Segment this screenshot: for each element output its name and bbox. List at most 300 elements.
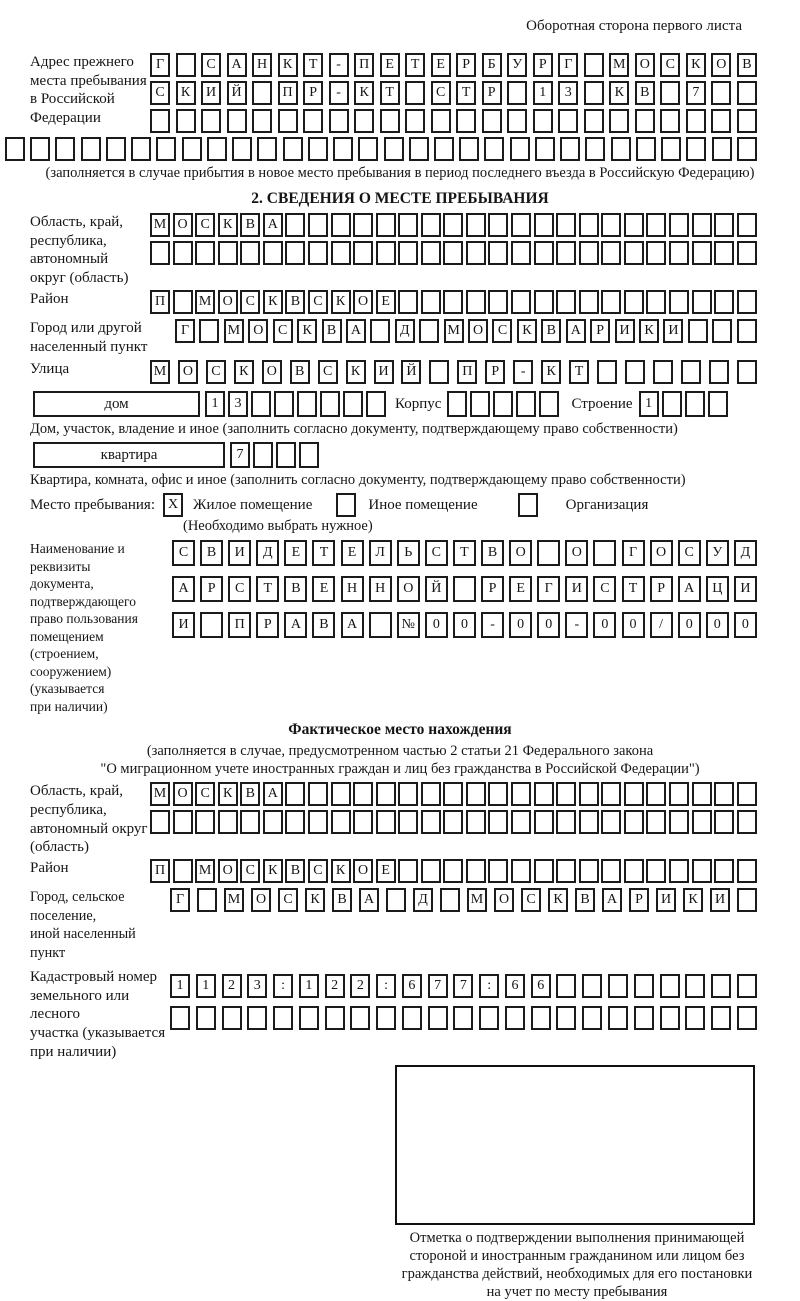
char-cell[interactable]: С: [240, 290, 260, 314]
char-cell[interactable]: [601, 241, 621, 265]
char-cell[interactable]: Б: [482, 53, 502, 77]
char-cell[interactable]: [579, 241, 599, 265]
char-cell[interactable]: [55, 137, 75, 161]
char-cell[interactable]: [584, 81, 604, 105]
char-cell[interactable]: Л: [369, 540, 392, 566]
char-cell[interactable]: [708, 391, 728, 417]
char-cell[interactable]: [646, 213, 666, 237]
char-cell[interactable]: [443, 859, 463, 883]
char-cell[interactable]: [714, 290, 734, 314]
char-cell[interactable]: П: [150, 859, 170, 883]
char-cell[interactable]: 1: [205, 391, 225, 417]
char-cell[interactable]: [688, 319, 708, 343]
char-cell[interactable]: [440, 888, 460, 912]
char-cell[interactable]: [253, 442, 273, 468]
char-cell[interactable]: [711, 1006, 731, 1030]
char-cell[interactable]: [398, 213, 418, 237]
char-cell[interactable]: [537, 540, 560, 566]
char-cell[interactable]: 0: [509, 612, 532, 638]
char-cell[interactable]: Т: [622, 576, 645, 602]
char-cell[interactable]: 0: [706, 612, 729, 638]
char-cell[interactable]: К: [686, 53, 706, 77]
char-cell[interactable]: О: [178, 360, 198, 384]
char-cell[interactable]: [737, 137, 757, 161]
char-cell[interactable]: Т: [456, 81, 476, 105]
char-cell[interactable]: К: [354, 81, 374, 105]
char-cell[interactable]: 0: [593, 612, 616, 638]
char-cell[interactable]: [692, 859, 712, 883]
char-cell[interactable]: [421, 290, 441, 314]
char-cell[interactable]: В: [240, 782, 260, 806]
char-cell[interactable]: М: [150, 782, 170, 806]
char-cell[interactable]: [685, 1006, 705, 1030]
char-cell[interactable]: [601, 859, 621, 883]
char-cell[interactable]: [431, 109, 451, 133]
char-cell[interactable]: [661, 137, 681, 161]
char-cell[interactable]: Г: [622, 540, 645, 566]
char-cell[interactable]: П: [457, 360, 477, 384]
char-cell[interactable]: С: [678, 540, 701, 566]
char-cell[interactable]: [274, 391, 294, 417]
char-cell[interactable]: [507, 109, 527, 133]
char-cell[interactable]: [466, 782, 486, 806]
char-cell[interactable]: [593, 540, 616, 566]
char-cell[interactable]: Т: [453, 540, 476, 566]
char-cell[interactable]: С: [593, 576, 616, 602]
char-cell[interactable]: К: [234, 360, 254, 384]
char-cell[interactable]: [709, 360, 729, 384]
char-cell[interactable]: [516, 391, 536, 417]
char-cell[interactable]: С: [318, 360, 338, 384]
char-cell[interactable]: Т: [405, 53, 425, 77]
char-cell[interactable]: Р: [485, 360, 505, 384]
char-cell[interactable]: [608, 1006, 628, 1030]
char-cell[interactable]: Е: [312, 576, 335, 602]
char-cell[interactable]: П: [278, 81, 298, 105]
char-cell[interactable]: [240, 810, 260, 834]
char-cell[interactable]: [681, 360, 701, 384]
char-cell[interactable]: [692, 782, 712, 806]
char-cell[interactable]: К: [263, 859, 283, 883]
char-cell[interactable]: О: [173, 782, 193, 806]
char-cell[interactable]: О: [251, 888, 271, 912]
char-cell[interactable]: [488, 213, 508, 237]
char-cell[interactable]: [30, 137, 50, 161]
char-cell[interactable]: [510, 137, 530, 161]
char-cell[interactable]: [195, 241, 215, 265]
char-cell[interactable]: В: [481, 540, 504, 566]
char-cell[interactable]: [421, 213, 441, 237]
char-cell[interactable]: [333, 137, 353, 161]
char-cell[interactable]: [176, 53, 196, 77]
char-cell[interactable]: [376, 810, 396, 834]
char-cell[interactable]: В: [240, 213, 260, 237]
char-cell[interactable]: [601, 810, 621, 834]
residential-checkbox[interactable]: X: [163, 493, 183, 517]
char-cell[interactable]: [170, 1006, 190, 1030]
char-cell[interactable]: [386, 888, 406, 912]
char-cell[interactable]: [488, 782, 508, 806]
char-cell[interactable]: [534, 859, 554, 883]
char-cell[interactable]: [434, 137, 454, 161]
char-cell[interactable]: Р: [303, 81, 323, 105]
char-cell[interactable]: [5, 137, 25, 161]
char-cell[interactable]: И: [565, 576, 588, 602]
char-cell[interactable]: [285, 810, 305, 834]
char-cell[interactable]: С: [308, 290, 328, 314]
char-cell[interactable]: -: [481, 612, 504, 638]
char-cell[interactable]: [195, 810, 215, 834]
char-cell[interactable]: [692, 290, 712, 314]
char-cell[interactable]: [240, 241, 260, 265]
char-cell[interactable]: [533, 109, 553, 133]
char-cell[interactable]: [601, 213, 621, 237]
char-cell[interactable]: [669, 241, 689, 265]
char-cell[interactable]: А: [346, 319, 366, 343]
char-cell[interactable]: К: [278, 53, 298, 77]
char-cell[interactable]: К: [683, 888, 703, 912]
char-cell[interactable]: Й: [425, 576, 448, 602]
char-cell[interactable]: К: [548, 888, 568, 912]
char-cell[interactable]: [173, 859, 193, 883]
char-cell[interactable]: К: [218, 213, 238, 237]
char-cell[interactable]: [405, 81, 425, 105]
char-cell[interactable]: И: [374, 360, 394, 384]
char-cell[interactable]: [283, 137, 303, 161]
char-cell[interactable]: [252, 81, 272, 105]
char-cell[interactable]: В: [332, 888, 352, 912]
char-cell[interactable]: [488, 810, 508, 834]
char-cell[interactable]: -: [513, 360, 533, 384]
char-cell[interactable]: В: [312, 612, 335, 638]
char-cell[interactable]: [384, 137, 404, 161]
char-cell[interactable]: [511, 213, 531, 237]
char-cell[interactable]: [624, 859, 644, 883]
char-cell[interactable]: [579, 213, 599, 237]
char-cell[interactable]: [173, 810, 193, 834]
char-cell[interactable]: [398, 810, 418, 834]
char-cell[interactable]: Т: [303, 53, 323, 77]
char-cell[interactable]: [711, 974, 731, 998]
char-cell[interactable]: О: [635, 53, 655, 77]
char-cell[interactable]: О: [262, 360, 282, 384]
char-cell[interactable]: [353, 782, 373, 806]
char-cell[interactable]: [624, 810, 644, 834]
char-cell[interactable]: [507, 81, 527, 105]
char-cell[interactable]: [558, 109, 578, 133]
char-cell[interactable]: [534, 810, 554, 834]
char-cell[interactable]: [560, 137, 580, 161]
char-cell[interactable]: [660, 109, 680, 133]
char-cell[interactable]: С: [228, 576, 251, 602]
char-cell[interactable]: [285, 213, 305, 237]
char-cell[interactable]: -: [565, 612, 588, 638]
char-cell[interactable]: [303, 109, 323, 133]
char-cell[interactable]: М: [195, 859, 215, 883]
char-cell[interactable]: О: [468, 319, 488, 343]
char-cell[interactable]: М: [224, 888, 244, 912]
char-cell[interactable]: [276, 442, 296, 468]
char-cell[interactable]: [556, 974, 576, 998]
char-cell[interactable]: О: [353, 859, 373, 883]
char-cell[interactable]: [366, 391, 386, 417]
char-cell[interactable]: С: [206, 360, 226, 384]
char-cell[interactable]: В: [285, 859, 305, 883]
char-cell[interactable]: Р: [482, 81, 502, 105]
char-cell[interactable]: [218, 241, 238, 265]
char-cell[interactable]: [635, 109, 655, 133]
char-cell[interactable]: [466, 290, 486, 314]
char-cell[interactable]: -: [329, 81, 349, 105]
char-cell[interactable]: [482, 109, 502, 133]
char-cell[interactable]: Т: [380, 81, 400, 105]
char-cell[interactable]: [331, 810, 351, 834]
char-cell[interactable]: Г: [537, 576, 560, 602]
char-cell[interactable]: [669, 290, 689, 314]
char-cell[interactable]: М: [150, 213, 170, 237]
char-cell[interactable]: [505, 1006, 525, 1030]
char-cell[interactable]: [556, 859, 576, 883]
char-cell[interactable]: [624, 290, 644, 314]
char-cell[interactable]: [711, 109, 731, 133]
char-cell[interactable]: [252, 109, 272, 133]
char-cell[interactable]: -: [329, 53, 349, 77]
char-cell[interactable]: [686, 137, 706, 161]
char-cell[interactable]: Ь: [397, 540, 420, 566]
char-cell[interactable]: [331, 241, 351, 265]
char-cell[interactable]: :: [376, 974, 396, 998]
char-cell[interactable]: К: [609, 81, 629, 105]
char-cell[interactable]: [535, 137, 555, 161]
char-cell[interactable]: М: [467, 888, 487, 912]
char-cell[interactable]: С: [431, 81, 451, 105]
char-cell[interactable]: [685, 391, 705, 417]
char-cell[interactable]: Р: [650, 576, 673, 602]
char-cell[interactable]: №: [397, 612, 420, 638]
char-cell[interactable]: [353, 810, 373, 834]
char-cell[interactable]: 7: [686, 81, 706, 105]
char-cell[interactable]: Д: [734, 540, 757, 566]
char-cell[interactable]: К: [305, 888, 325, 912]
char-cell[interactable]: О: [565, 540, 588, 566]
char-cell[interactable]: Т: [312, 540, 335, 566]
char-cell[interactable]: [380, 109, 400, 133]
char-cell[interactable]: [285, 241, 305, 265]
char-cell[interactable]: [278, 109, 298, 133]
char-cell[interactable]: [285, 782, 305, 806]
char-cell[interactable]: У: [706, 540, 729, 566]
char-cell[interactable]: [584, 109, 604, 133]
char-cell[interactable]: 2: [350, 974, 370, 998]
char-cell[interactable]: Е: [284, 540, 307, 566]
char-cell[interactable]: [358, 137, 378, 161]
char-cell[interactable]: О: [397, 576, 420, 602]
char-cell[interactable]: 0: [425, 612, 448, 638]
char-cell[interactable]: [556, 213, 576, 237]
char-cell[interactable]: [692, 810, 712, 834]
char-cell[interactable]: [150, 241, 170, 265]
char-cell[interactable]: 1: [170, 974, 190, 998]
char-cell[interactable]: [737, 974, 757, 998]
char-cell[interactable]: [488, 859, 508, 883]
char-cell[interactable]: [511, 782, 531, 806]
char-cell[interactable]: [376, 241, 396, 265]
char-cell[interactable]: 6: [402, 974, 422, 998]
char-cell[interactable]: [207, 137, 227, 161]
char-cell[interactable]: [459, 137, 479, 161]
char-cell[interactable]: [106, 137, 126, 161]
char-cell[interactable]: [737, 109, 757, 133]
char-cell[interactable]: В: [200, 540, 223, 566]
char-cell[interactable]: Р: [200, 576, 223, 602]
char-cell[interactable]: [488, 241, 508, 265]
char-cell[interactable]: М: [195, 290, 215, 314]
char-cell[interactable]: 6: [505, 974, 525, 998]
char-cell[interactable]: К: [639, 319, 659, 343]
char-cell[interactable]: С: [492, 319, 512, 343]
char-cell[interactable]: [466, 241, 486, 265]
char-cell[interactable]: [711, 81, 731, 105]
char-cell[interactable]: [692, 241, 712, 265]
char-cell[interactable]: [200, 612, 223, 638]
char-cell[interactable]: [646, 241, 666, 265]
char-cell[interactable]: Е: [431, 53, 451, 77]
char-cell[interactable]: А: [678, 576, 701, 602]
char-cell[interactable]: [402, 1006, 422, 1030]
char-cell[interactable]: [556, 782, 576, 806]
char-cell[interactable]: К: [541, 360, 561, 384]
char-cell[interactable]: 3: [247, 974, 267, 998]
char-cell[interactable]: 3: [558, 81, 578, 105]
char-cell[interactable]: И: [201, 81, 221, 105]
char-cell[interactable]: [534, 241, 554, 265]
char-cell[interactable]: [308, 810, 328, 834]
char-cell[interactable]: [488, 290, 508, 314]
char-cell[interactable]: [443, 290, 463, 314]
char-cell[interactable]: [556, 810, 576, 834]
char-cell[interactable]: [493, 391, 513, 417]
char-cell[interactable]: [653, 360, 673, 384]
char-cell[interactable]: [453, 1006, 473, 1030]
char-cell[interactable]: [597, 360, 617, 384]
char-cell[interactable]: [737, 213, 757, 237]
char-cell[interactable]: 2: [325, 974, 345, 998]
char-cell[interactable]: /: [650, 612, 673, 638]
char-cell[interactable]: С: [195, 782, 215, 806]
char-cell[interactable]: [308, 213, 328, 237]
char-cell[interactable]: 0: [622, 612, 645, 638]
char-cell[interactable]: С: [172, 540, 195, 566]
char-cell[interactable]: [737, 360, 757, 384]
char-cell[interactable]: [636, 137, 656, 161]
char-cell[interactable]: В: [737, 53, 757, 77]
char-cell[interactable]: Р: [256, 612, 279, 638]
char-cell[interactable]: [299, 1006, 319, 1030]
char-cell[interactable]: [660, 1006, 680, 1030]
char-cell[interactable]: П: [150, 290, 170, 314]
char-cell[interactable]: О: [173, 213, 193, 237]
char-cell[interactable]: С: [308, 859, 328, 883]
char-cell[interactable]: 0: [734, 612, 757, 638]
char-cell[interactable]: А: [227, 53, 247, 77]
char-cell[interactable]: О: [218, 859, 238, 883]
char-cell[interactable]: 7: [453, 974, 473, 998]
char-cell[interactable]: [609, 109, 629, 133]
char-cell[interactable]: 7: [428, 974, 448, 998]
char-cell[interactable]: [579, 290, 599, 314]
char-cell[interactable]: [737, 782, 757, 806]
char-cell[interactable]: [466, 859, 486, 883]
char-cell[interactable]: А: [602, 888, 622, 912]
char-cell[interactable]: [662, 391, 682, 417]
char-cell[interactable]: [297, 391, 317, 417]
char-cell[interactable]: [156, 137, 176, 161]
char-cell[interactable]: Й: [401, 360, 421, 384]
char-cell[interactable]: К: [346, 360, 366, 384]
char-cell[interactable]: [150, 810, 170, 834]
char-cell[interactable]: [398, 290, 418, 314]
char-cell[interactable]: 1: [299, 974, 319, 998]
char-cell[interactable]: [625, 360, 645, 384]
char-cell[interactable]: И: [734, 576, 757, 602]
char-cell[interactable]: [660, 81, 680, 105]
char-cell[interactable]: [218, 810, 238, 834]
char-cell[interactable]: [714, 241, 734, 265]
char-cell[interactable]: [466, 213, 486, 237]
char-cell[interactable]: [419, 319, 439, 343]
char-cell[interactable]: Г: [175, 319, 195, 343]
char-cell[interactable]: Р: [590, 319, 610, 343]
char-cell[interactable]: [227, 109, 247, 133]
char-cell[interactable]: [579, 782, 599, 806]
char-cell[interactable]: [714, 782, 734, 806]
char-cell[interactable]: [443, 810, 463, 834]
char-cell[interactable]: С: [521, 888, 541, 912]
char-cell[interactable]: 0: [453, 612, 476, 638]
char-cell[interactable]: О: [353, 290, 373, 314]
char-cell[interactable]: [737, 81, 757, 105]
char-cell[interactable]: [398, 241, 418, 265]
char-cell[interactable]: [443, 213, 463, 237]
char-cell[interactable]: Т: [256, 576, 279, 602]
char-cell[interactable]: Д: [395, 319, 415, 343]
char-cell[interactable]: [370, 319, 390, 343]
char-cell[interactable]: [299, 442, 319, 468]
char-cell[interactable]: [131, 137, 151, 161]
char-cell[interactable]: [737, 1006, 757, 1030]
char-cell[interactable]: [251, 391, 271, 417]
char-cell[interactable]: [582, 1006, 602, 1030]
char-cell[interactable]: [182, 137, 202, 161]
char-cell[interactable]: 0: [537, 612, 560, 638]
char-cell[interactable]: [539, 391, 559, 417]
char-cell[interactable]: [692, 213, 712, 237]
char-cell[interactable]: [737, 319, 757, 343]
char-cell[interactable]: В: [290, 360, 310, 384]
char-cell[interactable]: [173, 290, 193, 314]
char-cell[interactable]: [608, 974, 628, 998]
organization-checkbox[interactable]: [518, 493, 538, 517]
char-cell[interactable]: [409, 137, 429, 161]
char-cell[interactable]: [714, 213, 734, 237]
char-cell[interactable]: [669, 782, 689, 806]
char-cell[interactable]: [646, 290, 666, 314]
char-cell[interactable]: И: [663, 319, 683, 343]
char-cell[interactable]: [331, 782, 351, 806]
char-cell[interactable]: О: [509, 540, 532, 566]
char-cell[interactable]: С: [150, 81, 170, 105]
char-cell[interactable]: Й: [227, 81, 247, 105]
